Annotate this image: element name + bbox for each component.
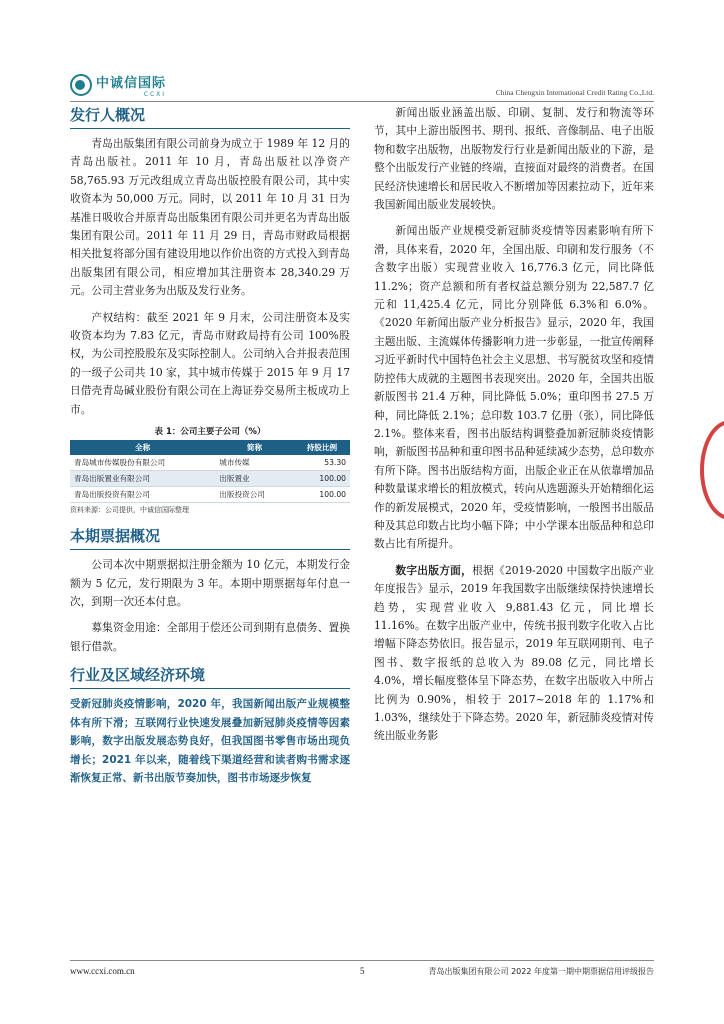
industry-highlight: 受新冠肺炎疫情影响，2020 年，我国新闻出版产业规模整体有所下滑；互联网行业快速发展叠加新冠肺炎疫情等因素影响，数字出版发展态势良好，但我国图书零售市场出现负增长；2021 年以来，随着线下渠道经营和读者购书需求逐渐恢复正常、新书出版节奏加快，图书市场逐步恢复 — [70, 698, 350, 785]
logo-text: 中诚信国际 — [96, 76, 167, 91]
table-row — [70, 455, 350, 471]
digital-publishing-text: 根据《2019-2020 中国数字出版产业年度报告》显示，2019 年我国数字出版继续保持快速增长趋势，实现营业收入 9,881.43 亿元，同比增长 11.16%。在数字出版产业中，传统书报刊数字化收入占比增幅下降态势依旧。报告显示，2019 年互联网期刊、电子图书、数字报纸的总收入为 89.08 亿元，同比增长 4.0%，增长幅度整体呈下降态势，在数字出版收入中所占比例为 0.90%，相较于 2017~2018 年的 1.17%和 1.03%，继续处于下降态势。2020 年，新冠肺炎疫情对传统出版业务影 — [374, 563, 654, 743]
digital-publishing-lead: 数字出版方面， — [395, 563, 473, 577]
table-cell: 53.30 — [294, 455, 350, 471]
issuer-paragraph-1: 青岛出版集团有限公司前身为成立于 1989 年 12 月的青岛出版社。2011 年 10 月，青岛出版社以净资产 58,765.93 万元改组成立青岛出版控股有限公司，其中实收资本为 50,000 万元。同时，以 2011 年 10 月 31 日为基准日吸收合并原青岛出版集团有限公司并更名为青岛出版集团有限公司。2011 年 11 月 29 日，青岛市财政局根据相关批复将部分国有建设用地以作价出资的方式投入到青岛出版集团有限公司，相应增加其注册资本 28,340.29 万元。公司主营业务为出版及发行业务。 — [70, 137, 350, 298]
table-header-row — [70, 440, 350, 455]
page-number: 5 — [360, 966, 365, 976]
section-title-notes: 本期票据概况 — [70, 525, 350, 550]
industry-paragraph-2: 新闻出版产业规模受新冠肺炎疫情等因素影响有所下滑，具体来看，2020 年，全国出版、印刷和发行服务（不含数字出版）实现营业收入 16,776.3 亿元，同比降低 11.2%；资产总额和所有者权益总额分别为 22,587.7 亿元和 11,425.4 亿元，同比分别降低 6.3%和 6.0%。《2020 年新闻出版产业分析报告》显示，2020 年，我国主题出版、主流媒体传播影响力进一步彰显，一批宣传阐释习近平新时代中国特色社会主义思想、书写脱贫攻坚和疫情防控伟大成就的主题图书表现突出。2020 年，全国共出版新版图书 21.4 万种，同比降低 5.0%；重印图书 27.5 万种，同比降低 2.1%；总印数 103.7 亿册（张），同比降低 2.1%。整体来看，图书出版结构调整叠加新冠肺炎疫情影响，新版图书品种和重印图书品种延续减少态势，总印数亦有所下降。图书出版结构方面，出版企业正在从依靠增加品种数量谋求增长的粗放模式，转向从选题源头开始精细化运作的新发展模式，2020 年，受疫情影响，一般图书出版品种及其总印数占比均小幅下降；中小学课本出版品种和总印数占比有所提升。 — [374, 224, 654, 551]
subsidiaries-table — [70, 440, 350, 503]
right-column — [374, 104, 654, 754]
section-title-industry: 行业及区域经济环境 — [70, 664, 350, 689]
table-cell: 出版投资公司 — [215, 487, 293, 503]
issuer-paragraph-2: 产权结构：截至 2021 年 9 月末，公司注册资本及实收资本均为 7.83 亿元，青岛市财政局持有公司 100%股权，为公司控股股东及实际控制人。公司纳入合并报表范围的一级子公司共 10 家，其中城市传媒于 2015 年 9 月 17 日借壳青岛碱业股份有限公司在上海证券交易所主板成功上市。 — [70, 310, 350, 416]
table-cell: 青岛出版投资有限公司 — [70, 487, 215, 503]
table-cell: 100.00 — [294, 487, 350, 503]
ccxi-logo — [70, 72, 166, 98]
page-footer — [70, 960, 654, 977]
table-row — [70, 487, 350, 503]
table-cell: 青岛城市传媒股份有限公司 — [70, 455, 215, 471]
table-source-note: 资料来源：公司提供，中诚信国际整理 — [70, 506, 189, 515]
table-cell: 出版置业 — [215, 471, 293, 487]
table-header-ratio: 持股比例 — [294, 440, 350, 455]
notes-paragraph-2: 募集资金用途：全部用于偿还公司到期有息债务、置换银行借款。 — [70, 621, 350, 653]
red-seal-stamp — [700, 420, 724, 520]
footer-url[interactable]: www.ccxi.com.cn — [70, 966, 135, 976]
table-cell: 100.00 — [294, 471, 350, 487]
section-title-issuer: 发行人概况 — [70, 104, 350, 129]
company-english-name: China Chengxin International Credit Rating Co.,Ltd. — [495, 88, 654, 97]
ccxi-logo-icon — [70, 74, 92, 96]
table-row — [70, 471, 350, 487]
table-header-fullname: 全称 — [70, 440, 215, 455]
digital-publishing-paragraph — [374, 562, 654, 746]
table-title: 表 1：公司主要子公司（%） — [154, 427, 266, 438]
left-column — [70, 104, 350, 788]
footer-report-title: 青岛出版集团有限公司 2022 年度第一期中期票据信用评级报告 — [428, 967, 654, 976]
notes-paragraph-1: 公司本次中期票据拟注册金额为 10 亿元，本期发行金额为 5 亿元，发行期限为 3 年。本期中期票据每年付息一次，到期一次还本付息。 — [70, 558, 350, 608]
logo-sub: CCXI — [143, 91, 167, 98]
table-cell: 城市传媒 — [215, 455, 293, 471]
page-header — [70, 74, 654, 102]
table-cell: 青岛出版置业有限公司 — [70, 471, 215, 487]
table-header-shortname: 简称 — [215, 440, 293, 455]
industry-paragraph-1: 新闻出版业涵盖出版、印刷、复制、发行和物流等环节，其中上游出版图书、期刊、报纸、音像制品、电子出版物和数字出版物，出版物发行行业是新闻出版业的下游，是整个出版发行产业链的终端，直接面对最终的消费者。在国民经济快速增长和居民收入不断增加等因素拉动下，近年来我国新闻出版业发展较快。 — [374, 106, 654, 212]
